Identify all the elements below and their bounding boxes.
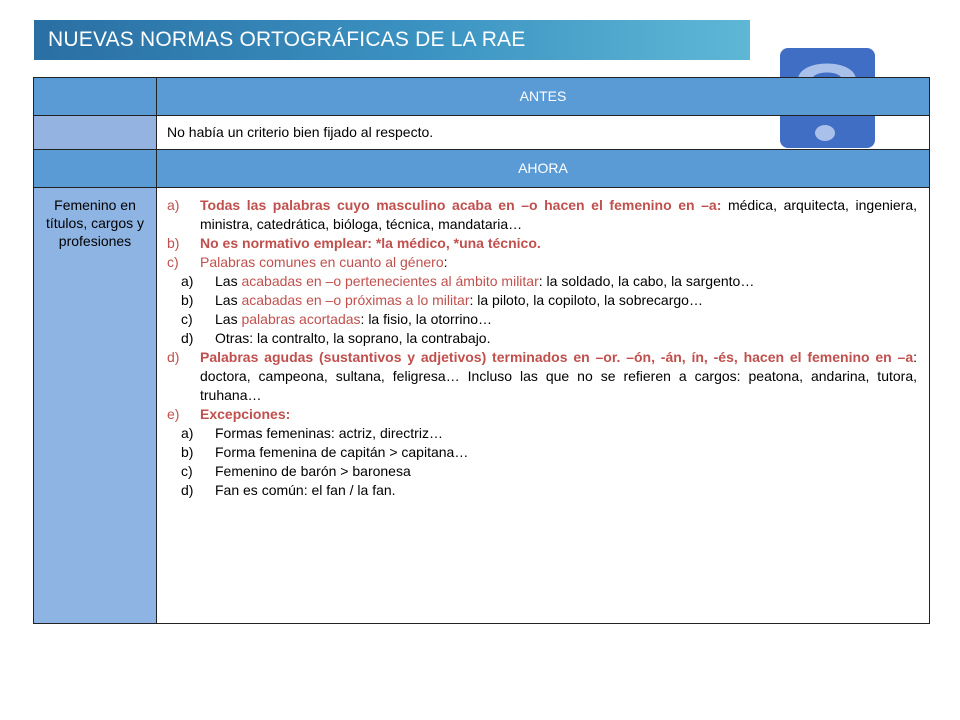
rule-e-heading: Excepciones: — [200, 406, 291, 422]
rule-a-marker: a) — [167, 197, 180, 213]
sub-text: Las — [215, 273, 242, 289]
rule-d-text: : doctora, campeona, sultana, feligresa… Incluso las que no se refieren a cargos: peatona, andarina, tutora, truhana… — [200, 349, 917, 403]
sub-highlight: acabadas en –o próximas a lo militar — [241, 292, 470, 308]
rules-content — [157, 188, 930, 624]
sub-text: Las — [215, 311, 242, 327]
sub-text: Formas femeninas: actriz, directriz… — [215, 425, 443, 441]
rule-c — [167, 253, 917, 272]
sub-marker: b) — [181, 292, 194, 308]
sub-text: : la piloto, la copiloto, la sobrecargo… — [469, 292, 703, 308]
antes-header: ANTES — [157, 78, 930, 116]
rule-c-text: : — [443, 254, 448, 270]
page-title: NUEVAS NORMAS ORTOGRÁFICAS DE LA RAE — [48, 28, 526, 51]
rule-d-marker: d) — [167, 349, 180, 365]
sub-marker: a) — [181, 273, 194, 289]
ahora-header-left — [34, 150, 157, 188]
title-bar — [34, 20, 750, 60]
rule-a-text: médica, arquitecta, ingeniera, ministra, catedrática, bióloga, técnica, mandataria… — [200, 197, 918, 232]
rule-c-marker: c) — [167, 254, 179, 270]
list-item — [181, 329, 917, 348]
rule-e — [167, 405, 917, 424]
sub-marker: c) — [181, 463, 193, 479]
sub-marker: a) — [181, 425, 194, 441]
list-item — [181, 443, 917, 462]
rules-table — [33, 77, 930, 624]
rule-a-heading: Todas las palabras cuyo masculino acaba en –o hacen el femenino en –a: — [200, 197, 722, 213]
ahora-row — [34, 188, 930, 624]
rule-c-heading: Palabras comunes en cuanto al género — [200, 254, 444, 270]
sub-text: : la soldado, la cabo, la sargento… — [538, 273, 755, 289]
list-item — [181, 462, 917, 481]
rule-d-heading: Palabras agudas (sustantivos y adjetivos) terminados en –or. –ón, -án, ín, -és, hacen el femenino en –a — [200, 349, 914, 365]
rule-b — [167, 234, 917, 253]
sub-text: Forma femenina de capitán > capitana… — [215, 444, 469, 460]
sub-marker: d) — [181, 482, 194, 498]
rule-d — [167, 348, 917, 405]
list-item — [181, 272, 917, 291]
rule-c-sublist — [167, 272, 917, 348]
antes-row — [34, 116, 930, 150]
sub-highlight: acabadas en –o pertenecientes al ámbito militar — [241, 273, 539, 289]
list-item — [181, 310, 917, 329]
list-item — [181, 481, 917, 500]
sub-marker: c) — [181, 311, 193, 327]
antes-label-cell — [34, 116, 157, 150]
sub-highlight: palabras acortadas — [241, 311, 361, 327]
antes-text: No había un criterio bien fijado al respecto. — [157, 116, 930, 150]
rule-a — [167, 196, 917, 234]
sub-marker: d) — [181, 330, 194, 346]
list-item — [181, 291, 917, 310]
sub-marker: b) — [181, 444, 194, 460]
ahora-header: AHORA — [157, 150, 930, 188]
list-item — [181, 424, 917, 443]
antes-header-row — [34, 78, 930, 116]
sub-text: : la fisio, la otorrino… — [360, 311, 493, 327]
sub-text: Fan es común: el fan / la fan. — [215, 482, 396, 498]
ahora-header-row — [34, 150, 930, 188]
antes-header-left — [34, 78, 157, 116]
rule-b-heading: No es normativo emplear: *la médico, *una técnico. — [200, 235, 541, 251]
rule-e-marker: e) — [167, 406, 180, 422]
rule-e-sublist — [167, 424, 917, 500]
sub-text: Femenino de barón > baronesa — [215, 463, 411, 479]
category-label: Femenino en títulos, cargos y profesiones — [34, 188, 157, 624]
rule-b-marker: b) — [167, 235, 180, 251]
sub-text: Otras: la contralto, la soprano, la contrabajo. — [215, 330, 491, 346]
sub-text: Las — [215, 292, 242, 308]
